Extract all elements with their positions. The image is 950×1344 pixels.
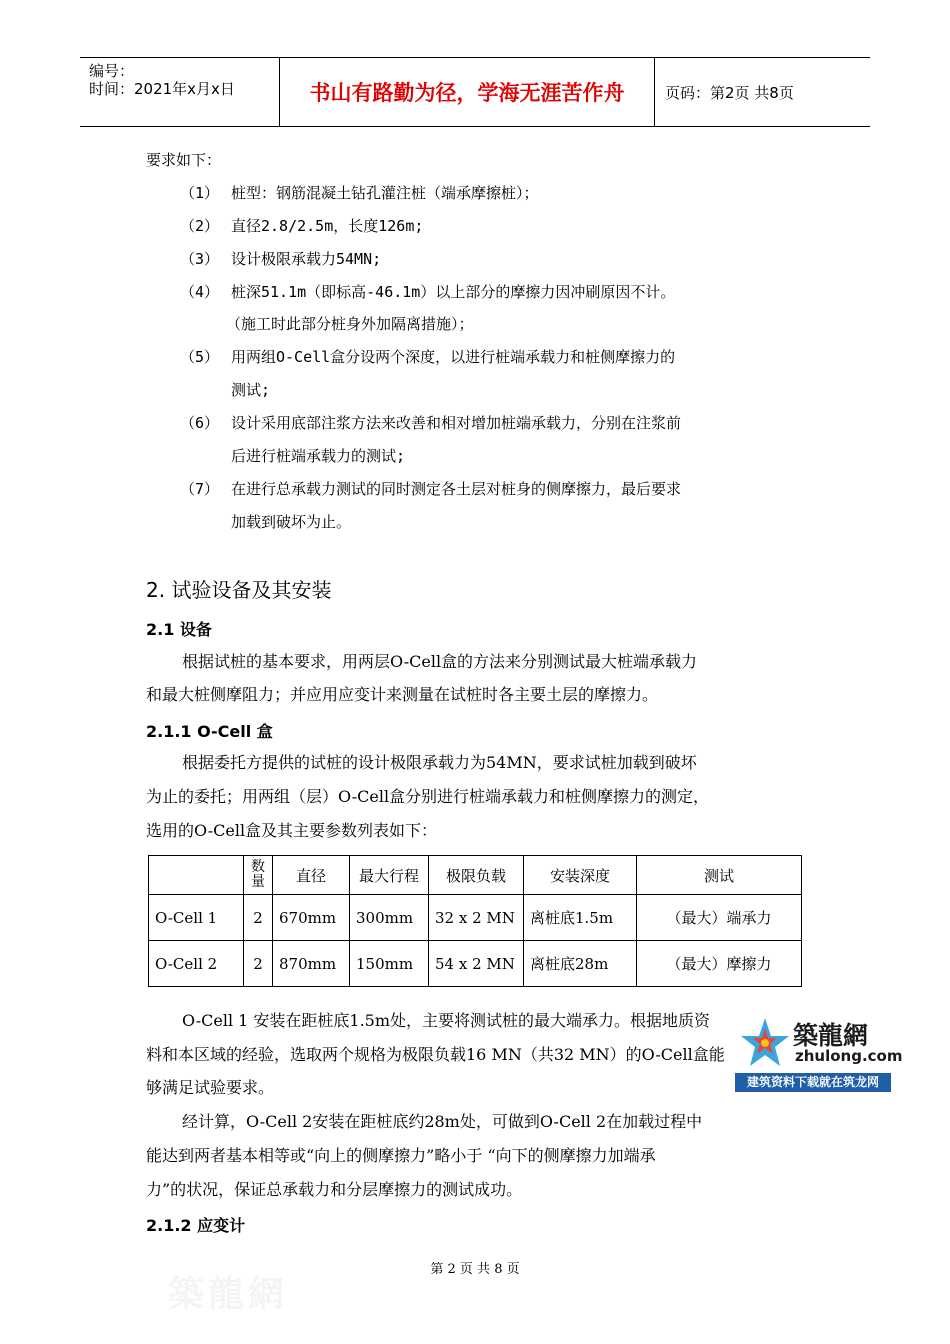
table-cell: 870mm [273,941,350,987]
section-2-1-2-heading: 2.1.2 应变计 [146,1216,246,1235]
header-id-label: 编号： [89,62,135,80]
s211-para2-line-1: O-Cell 1 安装在距桩底1.5m处，主要将测试桩的最大端承力。根据地质资 [182,1011,711,1030]
section-2-heading: 2. 试验设备及其安装 [146,578,332,602]
table-cell: O-Cell 2 [149,941,244,987]
s211-para1-line-3: 选用的O-Cell盒及其主要参数列表如下： [146,821,438,840]
req-num-7: （7） [180,480,220,498]
s211-para3-line-2: 能达到两者基本相等或“向上的侧摩擦力”略小于 “向下的侧摩擦力加端承 [146,1146,656,1165]
req-num-1: （1） [180,184,220,202]
table-header-cell: 最大行程 [350,856,429,895]
s211-para3-line-3: 力”的状况，保证总承载力和分层摩擦力的测试成功。 [146,1180,523,1199]
watermark: 築龍網 [168,1273,289,1315]
req-num-3: （3） [180,250,220,268]
table-header-cell: 直径 [273,856,350,895]
req-num-5: （5） [180,348,220,366]
req-text-7a: 在进行总承载力测试的同时测定各土层对桩身的侧摩擦力，最后要求 [231,480,682,498]
zhulong-logo [735,1014,903,1092]
table-cell: 2 [244,941,273,987]
logo-slogan: 建筑资料下载就在筑龙网 [735,1073,891,1092]
s211-para1-line-1: 根据委托方提供的试桩的设计极限承载力为54MN，要求试桩加载到破坏 [182,753,697,772]
s21-para-line-2: 和最大桩侧摩阻力；并应用应变计来测量在试桩时各主要土层的摩擦力。 [146,685,659,704]
s211-para1-line-2: 为止的委托；用两组（层）O-Cell盒分别进行桩端承载力和桩侧摩擦力的测定， [146,787,710,806]
req-text-2: 直径2.8/2.5m，长度126m; [231,217,424,235]
header-page-info: 页码：第2页 共8页 [665,83,794,102]
table-header-row [149,856,802,895]
requirements-intro: 要求如下： [146,151,222,169]
s21-para-line-1: 根据试桩的基本要求，用两层O-Cell盒的方法来分别测试最大桩端承载力 [182,652,698,671]
table-cell: O-Cell 1 [149,895,244,941]
req-text-5a: 用两组O-Cell盒分设两个深度，以进行桩端承载力和桩侧摩擦力的 [231,348,676,366]
logo-star-icon [737,1016,793,1072]
req-text-4a: 桩深51.1m（即标高-46.1m）以上部分的摩擦力因冲刷原因不计。 [231,283,676,301]
req-text-7b: 加载到破坏为止。 [231,513,352,531]
s211-para2-line-2: 料和本区域的经验，选取两个规格为极限负载16 MN（共32 MN）的O-Cell盒能 [146,1045,725,1064]
table-header-cell: 安装深度 [524,856,637,895]
s211-para2-line-3: 够满足试验要求。 [146,1078,275,1097]
table-cell: 离桩底1.5m [524,895,637,941]
logo-top [735,1014,903,1072]
table-cell: （最大）摩擦力 [637,941,802,987]
table-header-cell: 数量 [244,856,273,895]
section-2-1-heading: 2.1 设备 [146,620,212,639]
req-num-6: （6） [180,414,220,432]
header-date: 时间：2021年x月x日 [89,80,235,98]
table-cell: （最大）端承力 [637,895,802,941]
table-row [149,895,802,941]
section-2-1-1-heading: 2.1.1 O-Cell 盒 [146,722,273,741]
req-num-4: （4） [180,283,220,301]
table-cell: 2 [244,895,273,941]
req-text-3: 设计极限承载力54MN; [231,250,382,268]
req-num-2: （2） [180,217,220,235]
logo-url: zhulong.com [795,1047,903,1065]
req-text-6b: 后进行桩端承载力的测试; [231,447,406,465]
req-text-4b: （施工时此部分桩身外加隔离措施）； [226,315,474,333]
logo-title: 築龍網 [793,1021,869,1050]
header-meta [80,58,280,126]
page-header [80,57,870,127]
req-text-6a: 设计采用底部注浆方法来改善和相对增加桩端承载力，分别在注浆前 [231,414,682,432]
header-motto: 书山有路勤为径，学海无涯苦作舟 [280,58,655,126]
table-header-cell: 测试 [637,856,802,895]
req-text-1: 桩型：钢筋混凝土钻孔灌注桩（端承摩擦桩）； [231,184,539,202]
table-header-cell [149,856,244,895]
table-row [149,941,802,987]
table-cell: 54 x 2 MN [429,941,524,987]
table-cell: 670mm [273,895,350,941]
req-text-5b: 测试; [231,381,271,399]
table-header-cell: 极限负载 [429,856,524,895]
table-cell: 离桩底28m [524,941,637,987]
table-cell: 32 x 2 MN [429,895,524,941]
table-cell: 150mm [350,941,429,987]
table-cell: 300mm [350,895,429,941]
page-footer: 第 2 页 共 8 页 [430,1262,520,1277]
s211-para3-line-1: 经计算，O-Cell 2安装在距桩底约28m处，可做到O-Cell 2在加载过程中 [182,1112,703,1131]
ocell-params-table [148,855,802,987]
